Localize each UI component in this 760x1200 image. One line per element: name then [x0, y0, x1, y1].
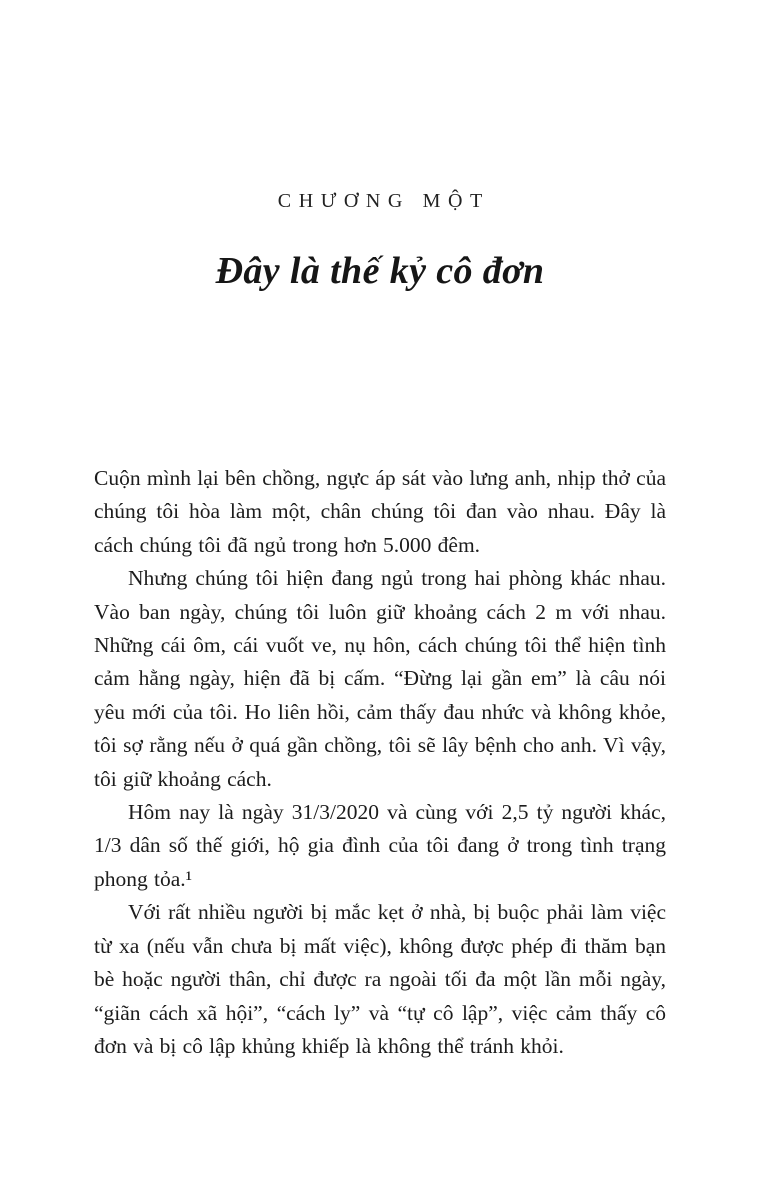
chapter-title: Đây là thế kỷ cô đơn: [215, 250, 545, 292]
body-text: [94, 462, 666, 1063]
paragraph-4: Với rất nhiều người bị mắc kẹt ở nhà, bị buộc phải làm việc từ xa (nếu vẫn chưa bị mất việc), không được phép đi thăm bạn bè hoặc người thân, chỉ được ra ngoài tối đa một lần mỗi ngày, “giãn cách xã hội”, “cách ly” và “tự cô lập”, việc cảm thấy cô đơn và bị cô lập khủng khiếp là không thể tránh khỏi.: [94, 900, 666, 1058]
paragraph-1: Cuộn mình lại bên chồng, ngực áp sát vào lưng anh, nhịp thở của chúng tôi hòa làm một, chân chúng tôi đan vào nhau. Đây là cách chúng tôi đã ngủ trong hơn 5.000 đêm.: [94, 466, 666, 557]
chapter-label: CHƯƠNG MỘT: [277, 190, 490, 212]
paragraph-2: Nhưng chúng tôi hiện đang ngủ trong hai phòng khác nhau. Vào ban ngày, chúng tôi luôn giữ khoảng cách 2 m với nhau. Những cái ôm, cái vuốt ve, nụ hôn, cách chúng tôi thể hiện tình cảm hằng ngày, hiện đã bị cấm. “Đừng lại gần em” là câu nói yêu mới của tôi. Ho liên hồi, cảm thấy đau nhức và không khỏe, tôi sợ rằng nếu ở quá gần chồng, tôi sẽ lây bệnh cho anh. Vì vậy, tôi giữ khoảng cách.: [94, 566, 666, 791]
paragraph-3: Hôm nay là ngày 31/3/2020 và cùng với 2,5 tỷ người khác, 1/3 dân số thế giới, hộ gia đình của tôi đang ở trong tình trạng phong tỏa.¹: [94, 800, 666, 891]
